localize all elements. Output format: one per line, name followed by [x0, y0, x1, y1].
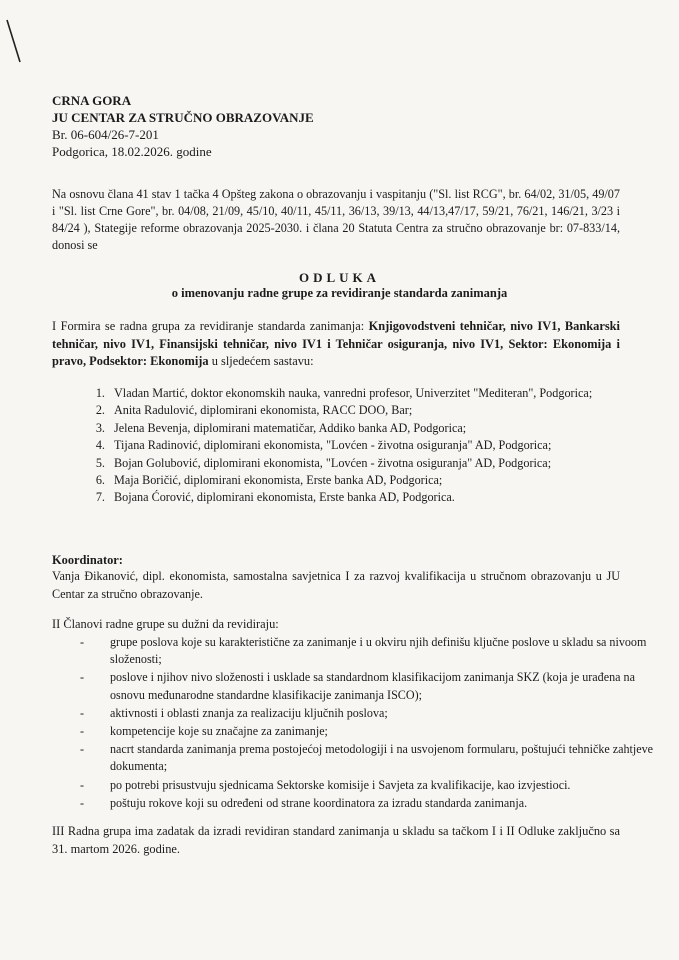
duty-text: po potrebi prisustvuju sjednicama Sektorske komisije i Savjeta za kvalifikacije, kao izvjestioci. — [110, 777, 571, 792]
bullet-dash: - — [80, 742, 85, 757]
section-2-intro: II Članovi radne grupe su dužni da revidiraju: — [52, 617, 279, 631]
duty-item — [80, 723, 658, 740]
coordinator-heading: Koordinator: — [52, 553, 123, 567]
member-item: 4. Tijana Radinović, diplomirani ekonomista, "Lovćen - životna osiguranja" AD, Podgorica; — [108, 437, 648, 454]
member-item: 2. Anita Radulović, diplomirani ekonomista, RACC DOO, Bar; — [108, 402, 648, 419]
bullet-dash: - — [80, 724, 85, 739]
institution-name: JU CENTAR ZA STRUČNO OBRAZOVANJE — [52, 110, 314, 125]
place-date: Podgorica, 18.02.2026. godine — [52, 144, 212, 159]
members-list — [80, 385, 648, 507]
coordinator-text: Vanja Đikanović, dipl. ekonomista, samostalna savjetnica I za razvoj kvalifikacija u stručnom obrazovanju u JU Centar za stručno obrazovanje. — [52, 569, 620, 601]
bullet-dash: - — [80, 705, 85, 720]
bullet-dash: - — [80, 670, 85, 685]
duty-item — [80, 795, 658, 812]
duty-item — [80, 634, 658, 668]
decision-title: ODLUKA — [298, 270, 381, 285]
section-3: III Radna grupa ima zadatak da izradi revidiran standard zanimanja u skladu sa tačkom I i II Odluke zaključno sa 31. martom 2026. godine. — [52, 824, 620, 856]
member-item: 1. Vladan Martić, doktor ekonomskih nauka, vanredni profesor, Univerzitet "Mediteran", Podgorica; — [108, 385, 648, 402]
member-item: 5. Bojan Golubović, diplomirani ekonomista, "Lovćen - životna osiguranja" AD, Podgorica; — [108, 455, 648, 472]
section-1-occupations: Knjigovodstveni tehničar, nivo IV1, Bankarski tehničar, nivo IV1, Finansijski tehničar, nivo IV1 i Tehničar osiguranja, nivo IV1, Sektor: Ekonomija i pravo, Podsektor: Ekonomija — [52, 319, 620, 368]
section-1-suffix: u sljedećem sastavu: — [208, 354, 314, 368]
duty-text: nacrt standarda zanimanja prema postojećoj metodologiji i na usvojenom formularu, poštujući tehničke zahtjeve dokumenta; — [110, 742, 654, 774]
duty-text: poštuju rokove koji su određeni od strane koordinatora za izradu standarda zanimanja. — [110, 795, 528, 810]
duty-item — [80, 777, 658, 794]
member-item: 7. Bojana Ćorović, diplomirani ekonomista, Erste banka AD, Podgorica. — [108, 489, 648, 506]
country-name: CRNA GORA — [52, 93, 132, 108]
legal-basis-paragraph: Na osnovu člana 41 stav 1 tačka 4 Opšteg zakona o obrazovanju i vaspitanju ("Sl. list RCG", br. 64/02, 31/05, 49/07 i "Sl. list Crne Gore", br. 04/08, 21/09, 45/10, 40/11, 45/11, 36/13, 39/13, 44/13,47/17, 59/21, 76/21, 146/21, 3/23 i 84/24 ), Stategije reforme obrazovanja 2025-2030. i člana 20 Statuta Centra za stručno obrazovanje br: 07-833/14, donosi se — [52, 187, 620, 252]
bullet-dash: - — [80, 795, 85, 810]
bullet-dash: - — [80, 635, 85, 649]
duty-text: poslove i njihov nivo složenosti i uskladе sa standardnom klasifikacijom zanimanja SKZ (koja je urađena na osnovu međunarodne standardne klasifikacije zanimanja ISCO); — [110, 670, 635, 702]
section-1-prefix: I Formira se radna grupa za revidiranje standarda zanimanja: — [52, 319, 369, 333]
document-number: Br. 06-604/26-7-201 — [52, 127, 159, 142]
pen-mark — [4, 18, 24, 68]
bullet-dash: - — [80, 777, 85, 792]
duty-text: kompetencije koje su značajne za zanimanje; — [110, 724, 328, 739]
member-item: 6. Maja Boričić, diplomirani ekonomista, Erste banka AD, Podgorica; — [108, 472, 648, 489]
decision-subtitle: o imenovanju radne grupe za revidiranje standarda zanimanja — [171, 286, 508, 300]
duty-text: aktivnosti i oblasti znanja za realizaciju ključnih poslova; — [110, 705, 388, 720]
duties-list — [80, 634, 658, 813]
duty-text: grupe poslova koje su karakteristične za zanimanje i u okviru njih definišu ključne poslove u skladu sa nivoom složenosti; — [110, 635, 647, 667]
duty-item — [80, 741, 658, 775]
document-header — [52, 92, 314, 160]
duty-item — [80, 669, 658, 703]
duty-item — [80, 705, 658, 722]
section-1 — [52, 318, 620, 371]
member-item: 3. Jelena Bevenja, diplomirani matematičar, Addiko banka AD, Podgorica; — [108, 420, 648, 437]
